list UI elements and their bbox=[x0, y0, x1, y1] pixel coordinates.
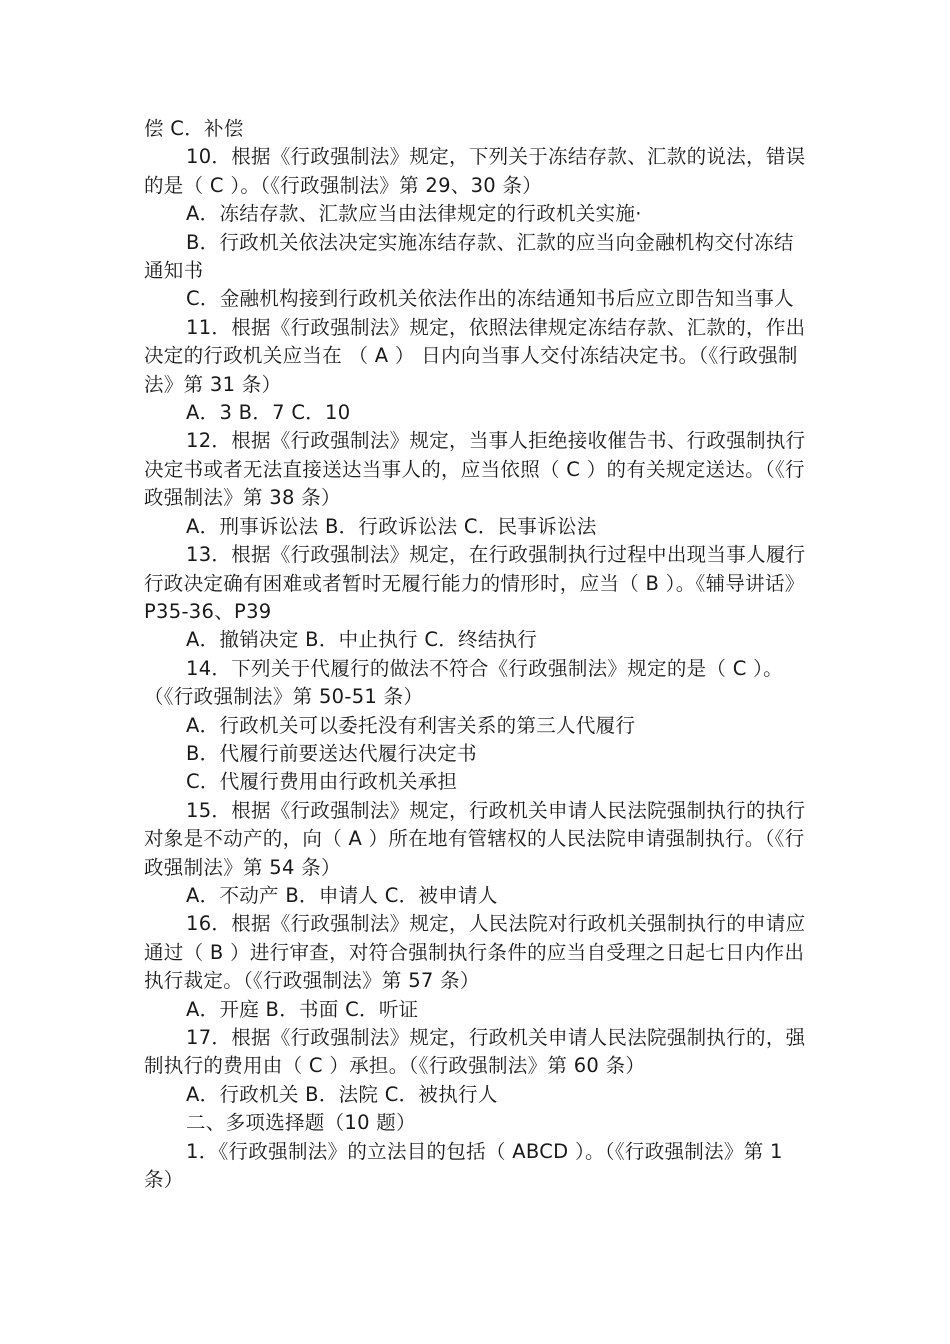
option-14-b: B．代履行前要送达代履行决定书 bbox=[186, 741, 477, 765]
paragraph-continuation: 偿 C．补偿 bbox=[144, 117, 244, 140]
question-16: 16．根据《行政强制法》规定，人民法院对行政机关强制执行的申请应通过（ B ）进行审查，对符合强制执行条件的应当自受理之日起七日内作出执行裁定。（《行政强制法》第 57 条） bbox=[144, 912, 806, 993]
multi-question-1: 1．《行政强制法》的立法目的包括（ ABCD ）。（《行政强制法》第 1 条） bbox=[144, 1139, 790, 1192]
option-10-b: B．行政机关依法决定实施冻结存款、汇款的应当向金融机构交付冻结通知书 bbox=[144, 230, 794, 283]
option-14-c: C．代履行费用由行政机关承担 bbox=[186, 770, 458, 794]
document-body bbox=[144, 115, 812, 1194]
options-12: A．刑事诉讼法 B．行政诉讼法 C．民事诉讼法 bbox=[186, 514, 597, 538]
section-heading: 二、多项选择题（10 题） bbox=[186, 1111, 416, 1135]
question-17: 17．根据《行政强制法》规定，行政机关申请人民法院强制执行的，强制执行的费用由（ C ）承担。（《行政强制法》第 60 条） bbox=[144, 1026, 806, 1078]
question-10: 10．根据《行政强制法》规定，下列关于冻结存款、汇款的说法，错误的是（ C ）。（《行政强制法》第 29、30 条） bbox=[144, 145, 806, 197]
option-10-c: C．金融机构接到行政机关依法作出的冻结通知书后应立即告知当事人 bbox=[186, 287, 794, 311]
question-11: 11．根据《行政强制法》规定，依照法律规定冻结存款、汇款的，作出决定的行政机关应当在 （ A ） 日内向当事人交付冻结决定书。（《行政强制法》第 31 条） bbox=[144, 315, 806, 396]
question-15: 15．根据《行政强制法》规定，行政机关申请人民法院强制执行的执行对象是不动产的，向（ A ）所在地有管辖权的人民法院申请强制执行。（《行政强制法》第 54 条） bbox=[144, 798, 806, 879]
options-16: A．开庭 B．书面 C．听证 bbox=[186, 997, 419, 1021]
option-14-a: A．行政机关可以委托没有利害关系的第三人代履行 bbox=[186, 713, 636, 737]
question-13: 13．根据《行政强制法》规定，在行政强制执行过程中出现当事人履行行政决定确有困难或者暂时无履行能力的情形时，应当（ B ）。《辅导讲话》P35-36、P39 bbox=[144, 543, 806, 623]
option-10-a: A．冻结存款、汇款应当由法律规定的行政机关实施· bbox=[186, 202, 642, 226]
question-12: 12．根据《行政强制法》规定，当事人拒绝接收催告书、行政强制执行决定书或者无法直接送达当事人的，应当依照（ C ）的有关规定送达。（《行政强制法》第 38 条） bbox=[144, 429, 806, 510]
options-17: A．行政机关 B．法院 C．被执行人 bbox=[186, 1082, 498, 1106]
options-13: A．撤销决定 B．中止执行 C．终结执行 bbox=[186, 628, 538, 652]
question-14: 14．下列关于代履行的做法不符合《行政强制法》规定的是（ C ）。（《行政强制法》第 50-51 条） bbox=[144, 656, 783, 709]
options-15: A．不动产 B．申请人 C．被申请人 bbox=[186, 883, 498, 907]
options-11: A．3 B．7 C．10 bbox=[186, 401, 351, 425]
